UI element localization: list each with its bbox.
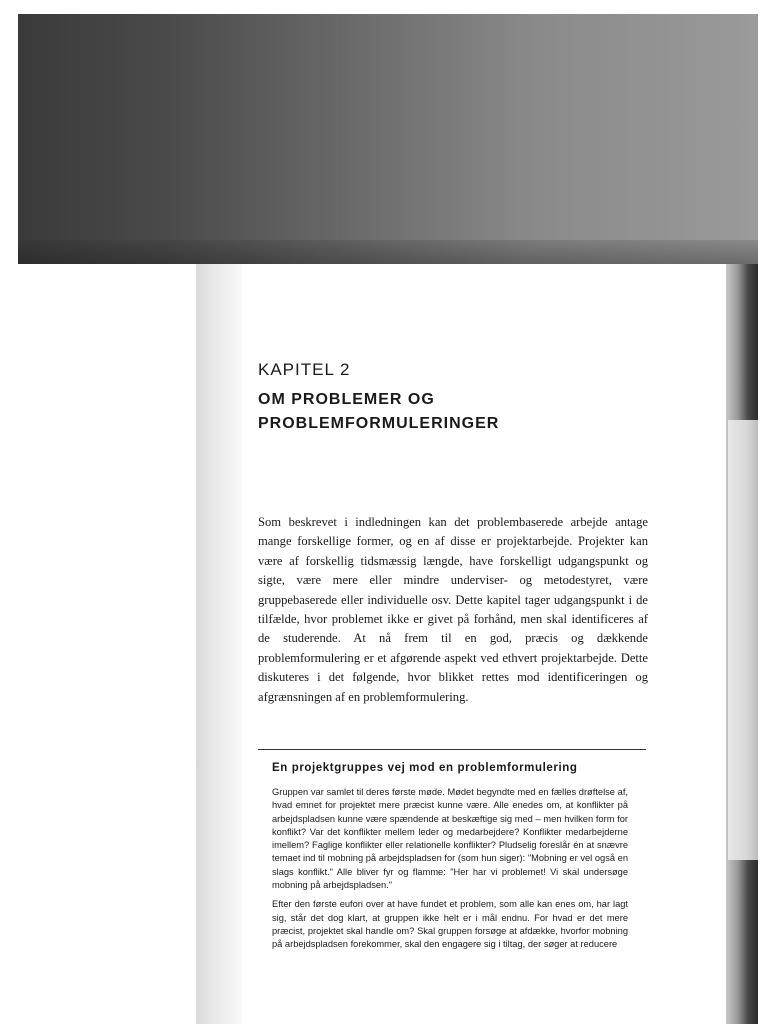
chapter-title-line-2: PROBLEMFORMULERINGER (258, 415, 500, 432)
chapter-title (258, 388, 648, 436)
section-divider (258, 749, 646, 750)
chapter-heading (258, 360, 648, 436)
example-box-paragraph-2: Efter den første eufori over at have fundet et problem, som alle kan enes om, har lagt sig, står det dog klart, at gruppen ikke helt er i mål endnu. For hvad er det mere præcist, projektet skal handle om? Skal gruppen forsøge at afdække, hvorfor mobning på arbejdspladsen forekommer, skal den engagere sig i tiltag, der søger at reducere (272, 899, 628, 950)
example-box-paragraph-1: Gruppen var samlet til deres første møde. Mødet begyndte med en fælles drøftelse af, hvad emnet for projektet mere præcist kunne være. Alle enedes om, at konflikter på arbejdspladsen kunne være spændende at beskæftige sig med – men hvilken form for konflikt? Var det konflikter mellem leder og medarbejdere? Konflikter medarbejderne imellem? Faglige konflikter eller relationelle konflikter? Pludselig foreslår én at snævre temaet ind til mobning på arbejdspladsen for (som hun siger): "Mobning er vel også en slags konflikt." Alle bliver fyr og flamme: "Her har vi problemet! Vi skal undersøge mobning på arbejdspladsen." (272, 787, 628, 891)
scanner-shadow-edge (18, 240, 758, 264)
chapter-title-line-1: OM PROBLEMER OG (258, 391, 435, 408)
page-binding-gutter (196, 264, 242, 1024)
scanner-shadow-band (18, 14, 758, 264)
page-right-edge-highlight (728, 420, 758, 860)
intro-paragraph: Som beskrevet i indledningen kan det problembaserede arbejde antage mange forskellige former, og en af disse er projektarbejde. Projekter kan være af forskellig tidsmæssig længde, have forskelligt udgangspunkt og sigte, være mere eller mindre underviser- og metodestyret, være gruppebaserede eller individuelle osv. Dette kapitel tager udgangspunkt i de tilfælde, hvor problemet ikke er givet på forhånd, men skal identificeres af de studerende. At nå frem til en god, præcis og dækkende problemformulering er et afgørende aspekt ved ethvert projektarbejde. Dette diskuteres i det følgende, hvor blikket rettes mod identificeringen og afgrænsningen af en problemformulering. (258, 515, 648, 704)
chapter-label: KAPITEL 2 (258, 360, 351, 379)
example-box (272, 760, 628, 958)
example-box-title: En projektgruppes vej mod en problemformulering (272, 762, 578, 774)
